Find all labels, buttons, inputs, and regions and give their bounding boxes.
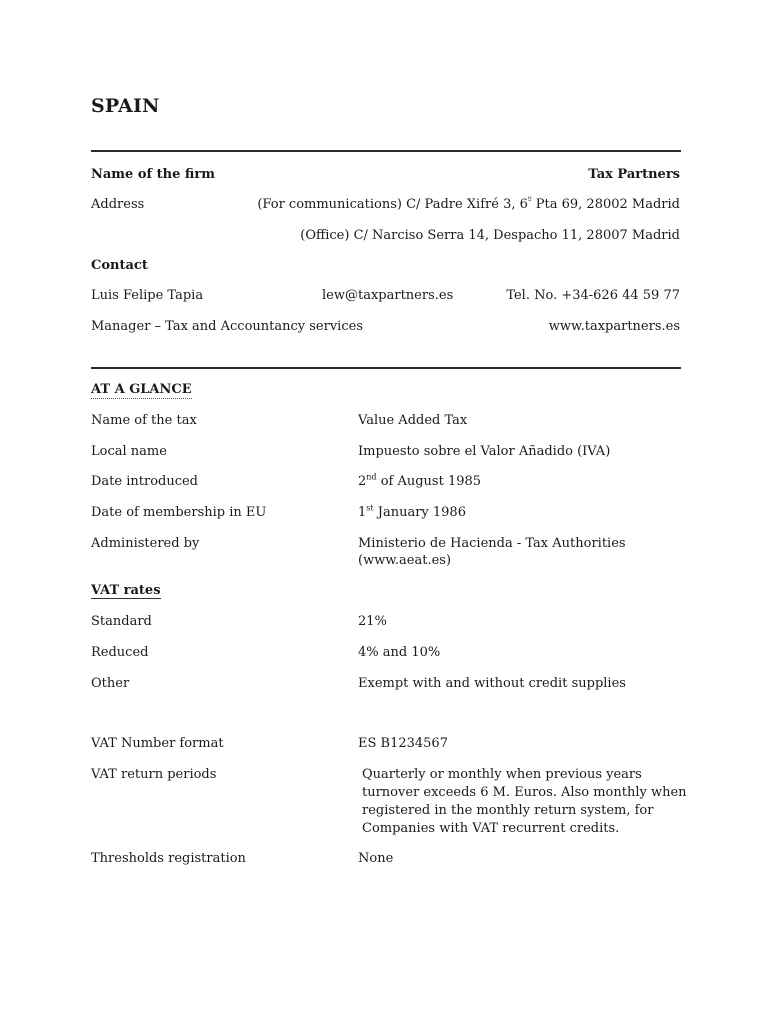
return-periods-label: VAT return periods: [91, 767, 217, 782]
glance-heading: AT A GLANCE: [91, 382, 192, 397]
tax-name-value: Value Added Tax: [358, 413, 468, 428]
return-periods-line-4: Companies with VAT recurrent credits.: [362, 821, 620, 836]
reduced-rate-value: 4% and 10%: [358, 645, 441, 660]
firm-name-value: Tax Partners: [588, 167, 680, 182]
administered-value-line-1: Ministerio de Hacienda - Tax Authorities: [358, 536, 626, 551]
thresholds-label: Thresholds registration: [91, 851, 246, 866]
tax-name-label: Name of the tax: [91, 413, 197, 428]
country-title: SPAIN: [91, 95, 160, 117]
thresholds-value: None: [358, 851, 394, 866]
return-periods-line-2: turnover exceeds 6 M. Euros. Also monthly when: [362, 785, 687, 800]
administered-value-line-2: (www.aeat.es): [358, 553, 452, 568]
address-line-1: (For communications) C/ Padre Xifré 3, $6^º$ Pta 69, 28002 Madrid: [257, 195, 680, 212]
local-name-value: Impuesto sobre el Valor Añadido (IVA): [358, 444, 611, 459]
date-introduced-value: 2nd of August 1985: [358, 472, 482, 489]
address-label: Address: [91, 197, 145, 212]
contact-website[interactable]: www.taxpartners.es: [548, 319, 680, 334]
header-rule: [91, 150, 681, 152]
return-periods-line-1: Quarterly or monthly when previous years: [362, 767, 642, 782]
standard-rate-label: Standard: [91, 614, 152, 629]
vat-number-label: VAT Number format: [91, 736, 224, 751]
contact-email[interactable]: lew@taxpartners.es: [322, 288, 454, 303]
eu-membership-label: Date of membership in EU: [91, 505, 267, 520]
contact-heading: Contact: [91, 258, 148, 273]
firm-name-label: Name of the firm: [91, 167, 215, 182]
standard-rate-value: 21%: [358, 614, 387, 629]
local-name-label: Local name: [91, 444, 167, 459]
eu-membership-value: 1st January 1986: [358, 503, 466, 520]
return-periods-line-3: registered in the monthly return system, for: [362, 803, 654, 818]
contact-person: Luis Felipe Tapia: [91, 288, 204, 303]
other-rate-label: Other: [91, 676, 130, 691]
contact-phone: Tel. No. +34-626 44 59 77: [506, 288, 680, 303]
address-line-2: (Office) C/ Narciso Serra 14, Despacho 11, 28007 Madrid: [300, 228, 680, 243]
section-rule: [91, 367, 681, 369]
other-rate-value: Exempt with and without credit supplies: [358, 676, 626, 691]
reduced-rate-label: Reduced: [91, 645, 149, 660]
contact-role: Manager – Tax and Accountancy services: [91, 319, 363, 334]
date-introduced-label: Date introduced: [91, 474, 199, 489]
administered-label: Administered by: [91, 536, 200, 551]
vat-rates-heading: VAT rates: [91, 583, 161, 598]
vat-number-value: ES B1234567: [358, 736, 448, 751]
